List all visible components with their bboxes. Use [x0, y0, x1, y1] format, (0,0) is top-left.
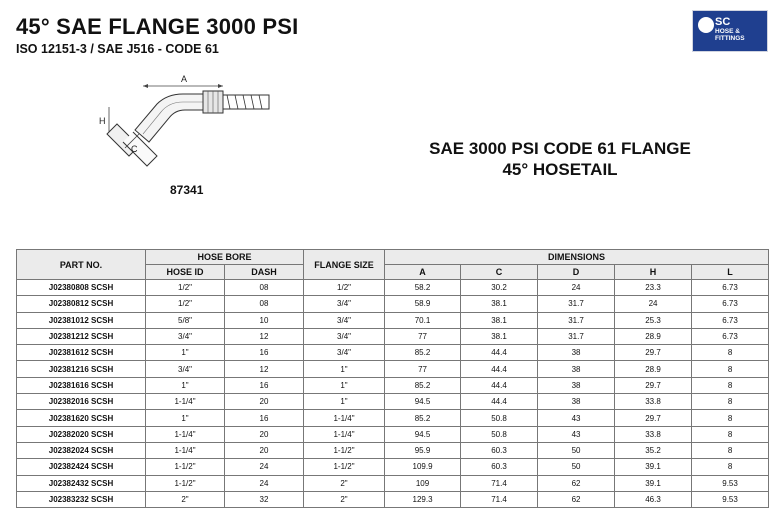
- cell-dim-a: 94.5: [385, 426, 461, 442]
- cell-dim-c: 50.8: [461, 426, 538, 442]
- cell-flange-size: 3/4": [304, 296, 385, 312]
- cell-dim-c: 71.4: [461, 475, 538, 491]
- cell-dim-c: 44.4: [461, 394, 538, 410]
- cell-dim-c: 44.4: [461, 377, 538, 393]
- cell-dim-h: 23.3: [615, 280, 692, 296]
- table-row: [17, 377, 769, 393]
- cell-dim-c: 50.8: [461, 410, 538, 426]
- cell-dim-h: 39.1: [615, 475, 692, 491]
- logo-brand: SC: [715, 16, 731, 28]
- cell-dim-c: 60.3: [461, 442, 538, 458]
- table-row: [17, 296, 769, 312]
- cell-part-no: J02380812 SCSH: [17, 296, 146, 312]
- cell-hose-id: 1": [146, 410, 225, 426]
- cell-dim-a: 85.2: [385, 410, 461, 426]
- cell-part-no: J02382016 SCSH: [17, 394, 146, 410]
- cell-dim-l: 6.73: [692, 328, 769, 344]
- company-logo: [692, 10, 768, 52]
- table-row: [17, 394, 769, 410]
- cell-hose-id: 1": [146, 345, 225, 361]
- header-hose-bore: HOSE BORE: [146, 250, 304, 265]
- dim-label-a: A: [181, 74, 188, 84]
- cell-dim-l: 8: [692, 426, 769, 442]
- cell-dim-d: 38: [538, 377, 615, 393]
- cell-flange-size: 1/2": [304, 280, 385, 296]
- cell-dash: 16: [225, 345, 304, 361]
- cell-dim-l: 8: [692, 394, 769, 410]
- cell-dim-c: 71.4: [461, 491, 538, 507]
- table-row: [17, 328, 769, 344]
- cell-flange-size: 1": [304, 394, 385, 410]
- cell-dash: 20: [225, 426, 304, 442]
- cell-dim-h: 28.9: [615, 328, 692, 344]
- cell-dim-a: 70.1: [385, 312, 461, 328]
- table-row: [17, 410, 769, 426]
- description-line-2: 45° HOSETAIL: [502, 160, 618, 179]
- cell-hose-id: 1/2": [146, 280, 225, 296]
- header-l: L: [692, 265, 769, 280]
- cell-flange-size: 1": [304, 361, 385, 377]
- cell-flange-size: 3/4": [304, 345, 385, 361]
- cell-dim-c: 44.4: [461, 361, 538, 377]
- cell-dash: 20: [225, 394, 304, 410]
- cell-dim-a: 129.3: [385, 491, 461, 507]
- cell-dash: 12: [225, 361, 304, 377]
- header-dash: DASH: [225, 265, 304, 280]
- logo-text: HOSE & FITTINGS: [715, 28, 745, 42]
- table-row: [17, 442, 769, 458]
- cell-dim-h: 39.1: [615, 459, 692, 475]
- table-row: [17, 459, 769, 475]
- cell-dim-a: 77: [385, 328, 461, 344]
- cell-flange-size: 1": [304, 377, 385, 393]
- cell-dash: 24: [225, 459, 304, 475]
- cell-hose-id: 1-1/2": [146, 459, 225, 475]
- cell-part-no: J02381012 SCSH: [17, 312, 146, 328]
- cell-dim-l: 8: [692, 459, 769, 475]
- cell-part-no: J02381620 SCSH: [17, 410, 146, 426]
- cell-dim-h: 25.3: [615, 312, 692, 328]
- cell-hose-id: 5/8": [146, 312, 225, 328]
- cell-dim-h: 35.2: [615, 442, 692, 458]
- cell-dim-d: 38: [538, 345, 615, 361]
- fitting-drawing: [95, 72, 285, 180]
- cell-dim-c: 38.1: [461, 328, 538, 344]
- cell-dash: 16: [225, 410, 304, 426]
- header-h: H: [615, 265, 692, 280]
- header-hose-id: HOSE ID: [146, 265, 225, 280]
- cell-flange-size: 1-1/4": [304, 426, 385, 442]
- cell-dim-d: 62: [538, 491, 615, 507]
- cell-dim-a: 109.9: [385, 459, 461, 475]
- cell-dash: 08: [225, 296, 304, 312]
- cell-dim-d: 50: [538, 442, 615, 458]
- cell-part-no: J02380808 SCSH: [17, 280, 146, 296]
- cell-hose-id: 1-1/4": [146, 442, 225, 458]
- dim-label-h: H: [99, 116, 106, 126]
- cell-dim-c: 38.1: [461, 312, 538, 328]
- cell-dim-c: 44.4: [461, 345, 538, 361]
- cell-part-no: J02382424 SCSH: [17, 459, 146, 475]
- cell-dim-a: 109: [385, 475, 461, 491]
- cell-part-no: J02381216 SCSH: [17, 361, 146, 377]
- cell-dim-h: 29.7: [615, 410, 692, 426]
- cell-dim-l: 9.53: [692, 491, 769, 507]
- cell-hose-id: 3/4": [146, 361, 225, 377]
- cell-dim-a: 95.9: [385, 442, 461, 458]
- cell-hose-id: 1-1/2": [146, 475, 225, 491]
- cell-dim-a: 58.2: [385, 280, 461, 296]
- cell-flange-size: 3/4": [304, 328, 385, 344]
- cell-dim-l: 6.73: [692, 296, 769, 312]
- cell-dim-l: 9.53: [692, 475, 769, 491]
- dim-label-c: C: [131, 144, 138, 154]
- cell-dim-a: 77: [385, 361, 461, 377]
- header-dimensions: DIMENSIONS: [385, 250, 769, 265]
- cell-dim-a: 85.2: [385, 377, 461, 393]
- drawing-part-number: 87341: [170, 183, 204, 197]
- cell-dim-c: 38.1: [461, 296, 538, 312]
- table-row: [17, 361, 769, 377]
- cell-dim-h: 24: [615, 296, 692, 312]
- cell-dim-a: 94.5: [385, 394, 461, 410]
- header-part-no: PART NO.: [17, 250, 146, 280]
- cell-hose-id: 3/4": [146, 328, 225, 344]
- cell-flange-size: 1-1/4": [304, 410, 385, 426]
- table-row: [17, 475, 769, 491]
- table-row: [17, 426, 769, 442]
- table-header-row: [17, 250, 769, 265]
- cell-flange-size: 1-1/2": [304, 442, 385, 458]
- header-c: C: [461, 265, 538, 280]
- spec-table: [16, 249, 769, 508]
- cell-part-no: J02382020 SCSH: [17, 426, 146, 442]
- page-subtitle: ISO 12151-3 / SAE J516 - CODE 61: [16, 42, 219, 56]
- cell-flange-size: 3/4": [304, 312, 385, 328]
- table-row: [17, 345, 769, 361]
- cell-dim-d: 50: [538, 459, 615, 475]
- table-row: [17, 312, 769, 328]
- cell-dim-d: 31.7: [538, 328, 615, 344]
- cell-dim-d: 31.7: [538, 312, 615, 328]
- cell-dash: 20: [225, 442, 304, 458]
- logo-circle-icon: [698, 17, 714, 33]
- cell-dash: 32: [225, 491, 304, 507]
- cell-dim-d: 43: [538, 410, 615, 426]
- cell-flange-size: 2": [304, 475, 385, 491]
- product-description: [410, 138, 710, 180]
- cell-part-no: J02381212 SCSH: [17, 328, 146, 344]
- cell-dim-l: 6.73: [692, 280, 769, 296]
- cell-hose-id: 2": [146, 491, 225, 507]
- cell-dash: 12: [225, 328, 304, 344]
- cell-dash: 10: [225, 312, 304, 328]
- cell-dim-d: 62: [538, 475, 615, 491]
- description-line-1: SAE 3000 PSI CODE 61 FLANGE: [429, 139, 691, 158]
- cell-dim-l: 8: [692, 442, 769, 458]
- cell-dash: 08: [225, 280, 304, 296]
- cell-dash: 16: [225, 377, 304, 393]
- header-a: A: [385, 265, 461, 280]
- cell-hose-id: 1-1/4": [146, 426, 225, 442]
- cell-dim-l: 8: [692, 377, 769, 393]
- cell-dim-c: 60.3: [461, 459, 538, 475]
- cell-part-no: J02381612 SCSH: [17, 345, 146, 361]
- cell-dim-c: 30.2: [461, 280, 538, 296]
- cell-dim-d: 38: [538, 394, 615, 410]
- cell-part-no: J02382024 SCSH: [17, 442, 146, 458]
- cell-part-no: J02381616 SCSH: [17, 377, 146, 393]
- cell-dim-d: 38: [538, 361, 615, 377]
- cell-hose-id: 1-1/4": [146, 394, 225, 410]
- cell-dim-d: 24: [538, 280, 615, 296]
- cell-flange-size: 1-1/2": [304, 459, 385, 475]
- cell-dim-d: 43: [538, 426, 615, 442]
- cell-dim-h: 46.3: [615, 491, 692, 507]
- cell-dim-a: 85.2: [385, 345, 461, 361]
- cell-dim-h: 29.7: [615, 377, 692, 393]
- cell-dim-l: 8: [692, 410, 769, 426]
- table-row: [17, 491, 769, 507]
- cell-dim-h: 28.9: [615, 361, 692, 377]
- cell-dim-a: 58.9: [385, 296, 461, 312]
- cell-dim-d: 31.7: [538, 296, 615, 312]
- cell-dim-l: 8: [692, 361, 769, 377]
- cell-dash: 24: [225, 475, 304, 491]
- cell-dim-h: 29.7: [615, 345, 692, 361]
- cell-dim-h: 33.8: [615, 394, 692, 410]
- cell-dim-l: 6.73: [692, 312, 769, 328]
- header-d: D: [538, 265, 615, 280]
- cell-dim-l: 8: [692, 345, 769, 361]
- cell-hose-id: 1": [146, 377, 225, 393]
- cell-part-no: J02382432 SCSH: [17, 475, 146, 491]
- cell-part-no: J02383232 SCSH: [17, 491, 146, 507]
- table-row: [17, 280, 769, 296]
- cell-hose-id: 1/2": [146, 296, 225, 312]
- page-title: 45° SAE FLANGE 3000 PSI: [16, 14, 299, 39]
- table-body: [17, 280, 769, 508]
- header-flange-size: FLANGE SIZE: [304, 250, 385, 280]
- cell-flange-size: 2": [304, 491, 385, 507]
- cell-dim-h: 33.8: [615, 426, 692, 442]
